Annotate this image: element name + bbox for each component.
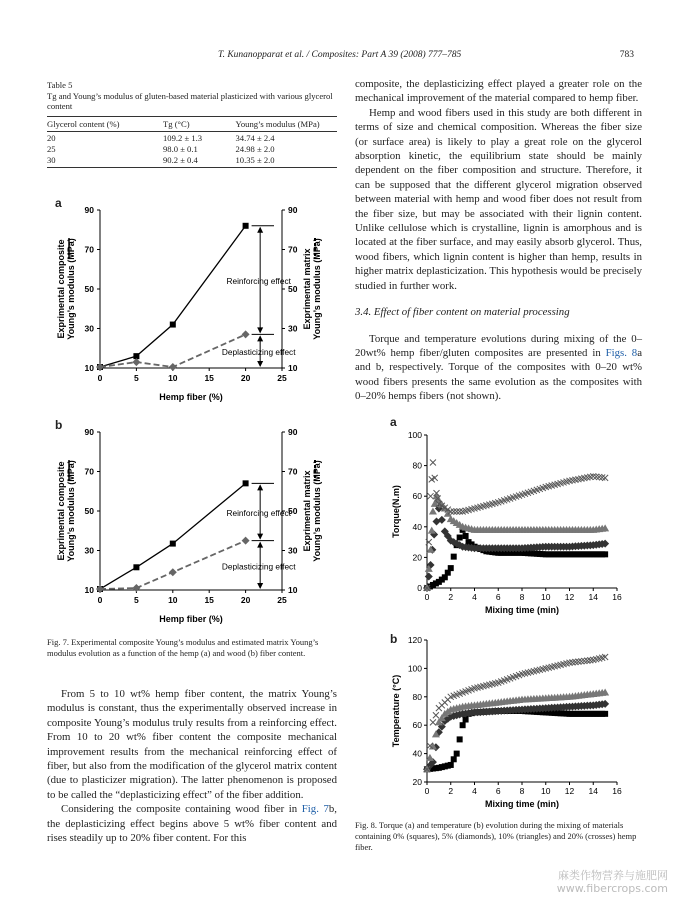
x-tick-label: 10: [541, 786, 551, 796]
x-tick-label: 0: [97, 595, 103, 605]
x-tick-label: 4: [472, 592, 477, 602]
x-tick-label: 0: [424, 786, 430, 796]
x-tick-label: 25: [277, 373, 287, 383]
x-tick-label: 20: [240, 595, 251, 605]
x-axis-label: Mixing time (min): [485, 605, 559, 615]
y-tick-label-right: 90: [288, 205, 298, 215]
x-tick-label: 16: [612, 786, 622, 796]
right-column-text: [355, 77, 642, 404]
table-row: [47, 132, 337, 144]
x-tick-label: 15: [204, 595, 214, 605]
x-tick-label: 16: [612, 592, 622, 602]
data-point-diamond: [169, 568, 177, 576]
page-number: 783: [619, 50, 634, 60]
fig8a-chart: [385, 425, 635, 620]
data-point-square: [451, 756, 457, 762]
x-tick-label: 5: [134, 595, 139, 605]
y-axis-label-left: Exprimental compositeYoung’s modulus (MPa): [56, 238, 76, 340]
data-point-square: [463, 533, 469, 539]
table-cell: 109.2 ± 1.3: [163, 132, 203, 143]
watermark-line: 麻类作物营养与施肥网: [558, 869, 668, 882]
data-point-square: [602, 711, 608, 717]
table-cell: 34.74 ± 2.4: [235, 132, 275, 143]
watermark: [557, 869, 668, 895]
paragraph: Hemp and wood fibers used in this study are both different in terms of size and chemical composition. Whereas the fiber size (or surface area) is likely to play a great role on the glycerol absorption kinetic, the equilibrium state should be mainly dependent on the fiber composition and structure. Therefore, it can be supposed that the different glycerol migration observed between material with hemp and wood fiber does not result from the fiber size, but may be associated with their lignin content. Unlike cellulose which is crystalline, lignin is amorphous and is located at the fiber surface, and may easily absorb glycerol. Thus, wood fibers, which lignin content is higher than hemp, results in higher matrix deplasticization. This hypothesis would be precisely studied in further work.: [355, 106, 642, 292]
x-tick-label: 6: [495, 592, 501, 602]
arrow-head: [257, 583, 263, 589]
text-run: Considering the composite containing wood fiber in: [61, 803, 302, 816]
x-tick-label: 15: [204, 373, 214, 383]
y-tick-label-right: 70: [288, 244, 298, 255]
table-row: [47, 154, 337, 167]
annotation-deplasticizing: Deplasticizing effect: [221, 347, 296, 358]
table-cell: 30: [47, 154, 163, 167]
y-tick-label: 0: [417, 583, 422, 593]
watermark-line: www.fibercrops.com: [556, 882, 668, 895]
data-point-diamond: [425, 573, 433, 581]
y-tick-label: 10: [84, 585, 94, 595]
y-axis-label-right: Exprimental matrixYoung’s modulus (MPa): [302, 460, 322, 562]
x-tick-label: 10: [168, 595, 178, 605]
y-tick-label: 40: [412, 748, 422, 759]
arrow-head: [257, 484, 263, 490]
fig8-link[interactable]: Figs. 8: [605, 346, 638, 359]
text-run: Torque and temperature evolutions during mixing of the 0–20wt% hemp fiber/gluten composites are presented in: [355, 332, 642, 359]
data-point-square: [460, 722, 466, 728]
data-point-square: [457, 736, 463, 742]
x-axis-label: Hemp fiber (%): [159, 392, 223, 402]
data-point-square: [170, 541, 176, 547]
data-point-square: [451, 554, 457, 560]
y-tick-label: 60: [412, 720, 422, 731]
data-point-square: [602, 551, 608, 557]
data-point-square: [448, 762, 454, 768]
x-axis-label: Hemp fiber (%): [159, 614, 223, 624]
y-tick-label: 70: [84, 466, 94, 477]
x-tick-label: 8: [519, 592, 525, 602]
table-row: [47, 143, 337, 154]
table-cell: 10.35 ± 2.0: [236, 154, 338, 167]
paragraph: From 5 to 10 wt% hemp fiber content, the matrix Young’s modulus is constant, thus the experimentally observed increase in composite Young’s modulus truly results from a reinforcing effect. From 10 to 20 wt% fiber content the composite mechanical improvement results from the mechanical reinforcing effect of fiber, but also from the modification of the glycerol matrix content (due to plasticizer migration). The latter phenomenon is proposed to be called the “deplasticizing effect” of the fiber addition.: [47, 688, 337, 801]
y-tick-label: 120: [407, 635, 422, 645]
table-caption: [47, 80, 337, 112]
y-axis-label-right: Exprimental matrixYoung’s modulus (MPa): [302, 238, 322, 340]
y-tick-label: 60: [412, 491, 422, 502]
x-tick-label: 6: [495, 786, 501, 796]
x-tick-label: 12: [564, 592, 575, 602]
running-title: T. Kunanopparat et al. / Composites: Part A 39 (2008) 777–785: [218, 50, 462, 60]
annotation-deplasticizing: Deplasticizing effect: [221, 561, 296, 572]
arrow-head: [257, 227, 263, 233]
x-tick-label: 20: [240, 373, 251, 383]
x-tick-label: 10: [541, 592, 551, 602]
y-tick-label: 10: [84, 363, 94, 373]
x-tick-label: 5: [134, 373, 139, 383]
section-heading: 3.4. Effect of fiber content on material processing: [355, 306, 570, 319]
fig8-panel-a-label: a: [390, 415, 397, 429]
x-tick-label: 10: [168, 373, 178, 383]
data-point-square: [170, 322, 176, 328]
data-point-diamond: [242, 537, 250, 545]
data-point-diamond: [242, 330, 250, 338]
y-tick-label: 90: [84, 205, 94, 215]
x-tick-label: 2: [448, 786, 454, 796]
table-cell: 98.0 ± 0.1: [163, 143, 198, 154]
paragraph: [47, 802, 337, 845]
y-tick-label-right: 10: [288, 363, 298, 373]
y-tick-label-right: 50: [288, 506, 298, 516]
y-tick-label: 50: [84, 506, 94, 516]
x-tick-label: 14: [588, 786, 598, 796]
arrow-head: [257, 542, 263, 548]
x-tick-label: 2: [448, 592, 454, 602]
fig7-panel-b-label: b: [55, 418, 63, 432]
y-tick-label: 20: [412, 777, 422, 787]
y-tick-label-right: 30: [288, 323, 298, 334]
y-tick-label-right: 30: [288, 545, 298, 556]
table-cell: 90.2 ± 0.4: [163, 154, 236, 167]
fig8-caption: Fig. 8. Torque (a) and temperature (b) evolution during the mixing of materials containing 0% (squares), 5% (diamonds), 10% (triangles) and 20% (crosses) hemp fiber.: [355, 820, 637, 852]
data-point-square: [448, 565, 454, 571]
y-tick-label: 90: [84, 427, 94, 437]
fig7-panel-a-label: a: [55, 196, 62, 210]
fig8b-chart: [385, 630, 635, 815]
y-axis-label-left: Exprimental compositeYoung’s modulus (MPa): [56, 460, 76, 562]
table-header: Tg (°C): [163, 117, 236, 132]
paragraph: composite, the deplasticizing effect played a greater role on the mechanical improvement of the material compared to hemp fiber.: [355, 78, 642, 105]
y-axis-label: Temperature (°C): [391, 674, 401, 748]
table-header: Glycerol content (%): [47, 117, 163, 132]
annotation-reinforcing: Reinforcing effect: [226, 507, 291, 518]
table-cell: 24.98 ± 2.0: [235, 143, 275, 154]
data-point-diamond: [169, 363, 177, 371]
table-cell: 25: [47, 143, 56, 154]
data-point-triangle: [428, 527, 436, 534]
x-tick-label: 0: [424, 592, 430, 602]
fig7b-chart: [50, 422, 345, 632]
fig7a-chart: [50, 200, 345, 410]
arrow-head: [257, 335, 263, 341]
data-point-square: [243, 480, 249, 486]
y-tick-label-right: 70: [288, 466, 298, 477]
fig8-panel-b-label: b: [390, 632, 398, 646]
y-tick-label: 100: [407, 663, 422, 674]
y-tick-label: 70: [84, 244, 94, 255]
y-tick-label: 80: [412, 691, 422, 702]
x-tick-label: 14: [588, 592, 598, 602]
data-point-diamond: [132, 358, 140, 366]
table-5: [47, 116, 337, 168]
y-tick-label-right: 90: [288, 427, 298, 437]
y-tick-label: 40: [412, 521, 422, 532]
annotation-reinforcing: Reinforcing effect: [226, 276, 291, 287]
table-caption-text: Tg and Young’s modulus of gluten-based material plasticized with various glycerol content: [47, 90, 333, 111]
y-tick-label: 80: [412, 460, 422, 471]
table-header: Young’s modulus (MPa): [236, 117, 338, 132]
data-point-square: [454, 751, 460, 757]
arrow-head: [257, 327, 263, 333]
series-line: [100, 226, 246, 367]
data-point-square: [457, 535, 463, 541]
x-tick-label: 12: [564, 786, 575, 796]
paragraph: [355, 332, 642, 404]
y-tick-label: 30: [84, 545, 94, 556]
fig7-link[interactable]: Fig. 7: [301, 803, 329, 816]
table-cell: 20: [47, 132, 56, 143]
data-point-square: [133, 564, 139, 570]
left-column-text: [47, 687, 337, 845]
x-tick-label: 0: [97, 373, 103, 383]
table-label: Table 5: [47, 80, 73, 90]
x-axis-label: Mixing time (min): [485, 799, 559, 809]
data-point-square: [243, 223, 249, 229]
fig7-caption: Fig. 7. Experimental composite Young’s modulus and estimated matrix Young’s modulus evolution as a function of the hemp (a) and wood (b) fiber content.: [47, 637, 319, 658]
text-run: a and b, respectively. Torque of the composites with 0–20 wt% wood fibers presents the same evolution as the composites with 0–20% hemps fibers (not shown).: [355, 346, 642, 403]
x-tick-label: 4: [472, 786, 477, 796]
y-axis-label: Torque(N.m): [391, 485, 401, 538]
arrow-head: [257, 361, 263, 367]
x-tick-label: 25: [277, 595, 287, 605]
y-tick-label: 100: [407, 430, 422, 440]
y-tick-label: 50: [84, 284, 94, 294]
arrow-head: [257, 534, 263, 540]
text-run: b, the deplasticizing effect begins above 5 wt% fiber content and rises steadily up to 20% fiber content. For this: [47, 803, 337, 845]
y-tick-label: 20: [412, 552, 422, 563]
x-tick-label: 8: [519, 786, 525, 796]
y-tick-label-right: 50: [288, 284, 298, 294]
data-point-diamond: [132, 584, 140, 592]
y-tick-label-right: 10: [288, 585, 298, 595]
y-tick-label: 30: [84, 323, 94, 334]
